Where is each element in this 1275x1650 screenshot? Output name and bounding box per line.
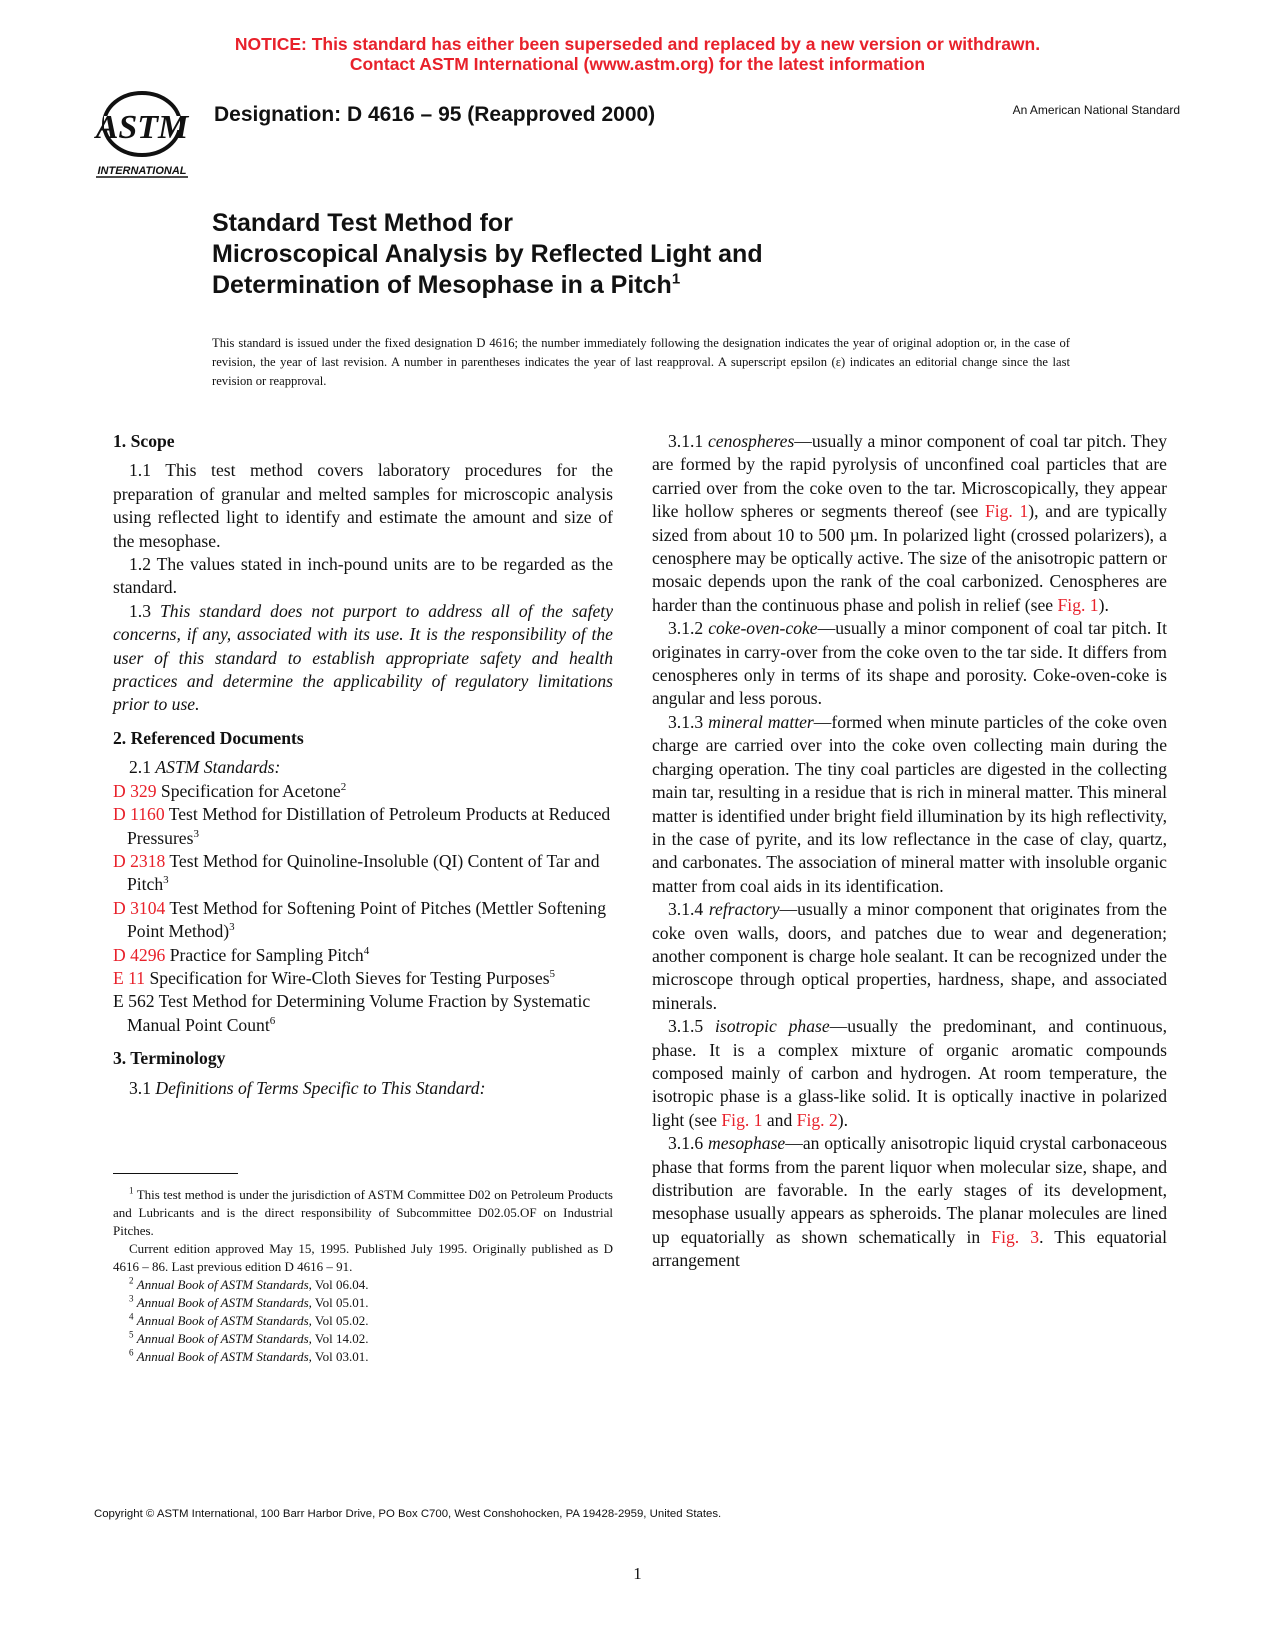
footnote-mark: 6	[129, 1347, 134, 1358]
ref-code[interactable]: D 329	[113, 780, 157, 801]
ref-sup: 6	[269, 1014, 276, 1027]
footnote-3	[113, 1294, 613, 1312]
definition-cenospheres	[652, 430, 1167, 617]
footnote-6	[113, 1348, 613, 1366]
ref-sup: 2	[340, 780, 347, 793]
definition-text: —usually a minor component of coal tar pitch. They are formed by the rapid pyrolysis of unconfined coal particles that are carried over from the coke oven to the tar. Microscopically, they appear like hollow spheres or segments thereof (see	[652, 431, 1167, 522]
footnote-mark: 4	[129, 1311, 134, 1322]
definition-coke-oven-coke	[652, 617, 1167, 711]
title-line-3-text: Determination of Mesophase in a Pitch	[212, 271, 672, 299]
notice-line-2: Contact ASTM International (www.astm.org) for the latest information	[349, 54, 926, 74]
ref-text: Test Method for Softening Point of Pitches (Mettler Softening Point Method)	[127, 897, 606, 942]
footnote-vol: Vol 05.01.	[314, 1295, 369, 1310]
definition-text: ).	[837, 1109, 849, 1130]
title-line-3	[212, 270, 972, 301]
definition-isotropic-phase	[652, 1015, 1167, 1132]
ref-sup: 4	[363, 944, 370, 957]
ref-text: Test Method for Determining Volume Fraction by Systematic Manual Point Count	[127, 991, 591, 1035]
definition-term: mesophase	[708, 1133, 786, 1154]
definition-text: ), and are typically sized from about 10 to 500 µm. In polarized light (crossed polarizers), a cenosphere may be optically active. The size of the anisotropic pattern or mosaic depends upon the rank of the coal carbonized. Cenospheres are harder than the continuous phase and polish in relief (see	[652, 501, 1167, 615]
definition-term: isotropic phase	[714, 1016, 830, 1037]
scope-1-1: 1.1 This test method covers laboratory procedures for the preparation of granular and melted samples for microscopic analysis using reflected light to identify and estimate the amount and size of the mesophase.	[113, 460, 613, 551]
ref-code: E 562	[113, 991, 155, 1012]
footnote-2	[113, 1276, 613, 1294]
definition-text: —usually a minor component of coal tar pitch. It originates in carry-over from the coke oven to the tar side. It differs from cenospheres only in terms of its shape and porosity. Coke-oven-coke is angular and less porous.	[652, 618, 1168, 709]
national-standard-label: An American National Standard	[1012, 103, 1180, 117]
footnote-vol: Vol 03.01.	[314, 1349, 369, 1364]
footnote-mark: 1	[129, 1185, 134, 1196]
footnote-book: Annual Book of ASTM Standards,	[136, 1331, 312, 1346]
right-column	[652, 430, 1167, 1273]
footnote-5	[113, 1330, 613, 1348]
ref-e562	[113, 990, 613, 1037]
terminology-3-1	[113, 1077, 613, 1100]
footnote-book: Annual Book of ASTM Standards,	[136, 1277, 312, 1292]
ref-code[interactable]: D 1160	[113, 804, 165, 825]
definition-mineral-matter	[652, 711, 1167, 898]
ref-text: Specification for Wire-Cloth Sieves for Testing Purposes	[149, 967, 550, 988]
ref-d4296[interactable]	[113, 944, 613, 967]
scope-1-3	[113, 600, 613, 717]
definition-number: 3.1.2	[668, 618, 704, 639]
definition-text: ).	[1098, 594, 1109, 615]
definition-refractory	[652, 898, 1167, 1015]
definition-text: —formed when minute particles of the coke oven charge are carried over into the coke oven collecting main during the charging operation. The tiny coal particles are digested in the collecting main tar, resulting in a residue that is rich in mineral matter. This mineral matter is identified under bright field illumination by its high reflectivity, in the case of pyrite, and its low reflectance in the case of clay, quartz, and carbonates. The association of mineral matter with insoluble organic matter from coal aids in its identification.	[652, 711, 1167, 896]
logo-subtitle: INTERNATIONAL	[97, 165, 187, 177]
astm-logo	[92, 86, 198, 180]
definition-term: mineral matter	[708, 711, 814, 732]
title-line-1: Standard Test Method for	[212, 209, 513, 237]
document-title	[212, 208, 972, 301]
definition-number: 3.1.4	[668, 899, 704, 920]
footnote-1-edition: Current edition approved May 15, 1995. Published July 1995. Originally published as D 4616 – 86. Last previous edition D 4616 – 91.	[113, 1241, 613, 1274]
logo-text: ASTM	[95, 109, 189, 146]
footnote-vol: Vol 05.02.	[314, 1313, 369, 1328]
definition-term: cenospheres	[707, 431, 795, 451]
definition-mesophase	[652, 1132, 1167, 1272]
fig-1-link[interactable]: Fig. 1	[1057, 594, 1099, 615]
notice-banner	[0, 34, 1275, 74]
ref-text: Test Method for Distillation of Petroleum Products at Reduced Pressures	[127, 804, 611, 848]
ref-code[interactable]: D 2318	[113, 850, 166, 871]
title-footnote-mark: 1	[671, 270, 681, 288]
footnote-vol: Vol 06.04.	[314, 1277, 369, 1292]
ref-text: Test Method for Quinoline-Insoluble (QI) Content of Tar and Pitch	[127, 850, 600, 895]
ref-e11[interactable]	[113, 967, 613, 990]
footnote-mark: 2	[129, 1275, 134, 1286]
terminology-heading: 3. Terminology	[113, 1048, 226, 1069]
astm-standards-text: ASTM Standards:	[155, 757, 281, 778]
definition-number: 3.1.5	[668, 1016, 704, 1037]
scope-1-3-number: 1.3	[129, 600, 151, 621]
ref-sup: 5	[549, 968, 556, 981]
terminology-3-1-text: Definitions of Terms Specific to This Standard:	[155, 1077, 486, 1098]
footnote-divider	[113, 1173, 238, 1174]
notice-line-1: NOTICE: This standard has either been superseded and replaced by a new version or withdrawn.	[234, 34, 1041, 54]
fig-1-link[interactable]: Fig. 1	[721, 1109, 763, 1130]
definition-term: refractory	[708, 899, 780, 920]
page-number: 1	[633, 1564, 642, 1583]
ref-d3104[interactable]	[113, 897, 613, 944]
ref-sup: 3	[163, 874, 169, 887]
copyright-line: Copyright © ASTM International, 100 Barr Harbor Drive, PO Box C700, West Conshohocken, PA 19428-2959, United States.	[94, 1508, 722, 1520]
ref-sup: 3	[193, 827, 199, 840]
fig-1-link[interactable]: Fig. 1	[984, 501, 1029, 522]
referenced-heading: 2. Referenced Documents	[113, 727, 304, 748]
ref-d1160[interactable]	[113, 803, 613, 850]
astm-standards-label	[113, 756, 613, 779]
footnote-mark: 3	[129, 1293, 134, 1304]
ref-d2318[interactable]	[113, 850, 613, 897]
footnote-1	[113, 1186, 613, 1240]
footnote-book: Annual Book of ASTM Standards,	[136, 1349, 312, 1364]
terminology-3-1-number: 3.1	[129, 1077, 151, 1098]
footnote-mark: 5	[129, 1329, 134, 1340]
ref-code[interactable]: D 3104	[113, 897, 166, 918]
definition-term: coke-oven-coke	[708, 618, 818, 639]
definition-text: —usually the predominant, and continuous, phase. It is a complex mixture of organic aromatic compounds composed mainly of carbon and hydrogen. At room temperature, the isotropic phase is a glass-like solid. It is optically inactive in polarized light (see	[652, 1016, 1167, 1130]
fig-3-link[interactable]: Fig. 3	[991, 1226, 1040, 1247]
ref-d329[interactable]	[113, 780, 613, 803]
ref-text: Practice for Sampling Pitch	[169, 944, 364, 965]
definition-text: . This equatorial arrangement	[652, 1226, 1167, 1271]
scope-heading: 1. Scope	[113, 431, 175, 451]
definition-text: —an optically anisotropic liquid crystal carbonaceous phase that forms from the parent liquor when molecular size, shape, and distribution are favorable. In the early stages of its development, mesophase usually appears as spheroids. The planar molecules are lined up equatorially as shown schematically in	[652, 1133, 1167, 1247]
definition-number: 3.1.3	[668, 711, 704, 732]
footnote-book: Annual Book of ASTM Standards,	[136, 1313, 312, 1328]
left-column	[113, 430, 613, 1100]
footnote-book: Annual Book of ASTM Standards,	[136, 1295, 312, 1310]
definition-number: 3.1.1	[668, 431, 704, 451]
definition-text: and	[762, 1109, 797, 1130]
ref-code[interactable]: D 4296	[113, 944, 166, 965]
definition-text: —usually a minor component that originates from the coke oven walls, doors, and patches due to wear and degeneration; another component is charge hole sealant. It can be recognized under the microscope through optical properties, hardness, shape, and associated minerals.	[652, 899, 1167, 1013]
footnote-text: This test method is under the jurisdiction of ASTM Committee D02 on Petroleum Products and Lubricants and is the direct responsibility of Subcommittee D02.05.OF on Industrial Pitches.	[113, 1187, 613, 1238]
ref-text: Specification for Acetone	[160, 780, 341, 801]
footnote-4	[113, 1312, 613, 1330]
ref-code[interactable]: E 11	[113, 967, 146, 988]
issuance-note: This standard is issued under the fixed designation D 4616; the number immediately following the designation indicates the year of original adoption or, in the case of revision, the year of last revision. A number in parentheses indicates the year of last reapproval. A superscript epsilon (ε) indicates an editorial change since the last revision or reapproval.	[212, 336, 1070, 388]
title-line-2: Microscopical Analysis by Reflected Light and	[212, 240, 763, 268]
scope-1-2: 1.2 The values stated in inch-pound units are to be regarded as the standard.	[113, 554, 613, 598]
scope-1-3-text: This standard does not purport to address all of the safety concerns, if any, associated with its use. It is the responsibility of the user of this standard to establish appropriate safety and health practices and determine the applicability of regulatory limitations prior to use.	[113, 600, 613, 715]
fig-2-link[interactable]: Fig. 2	[796, 1109, 838, 1130]
astm-standards-number: 2.1	[129, 757, 151, 778]
footnotes	[113, 1186, 613, 1366]
designation: Designation: D 4616 – 95 (Reapproved 2000)	[214, 103, 656, 126]
footnote-vol: Vol 14.02.	[314, 1331, 369, 1346]
ref-sup: 3	[229, 921, 235, 934]
definition-number: 3.1.6	[668, 1133, 704, 1154]
